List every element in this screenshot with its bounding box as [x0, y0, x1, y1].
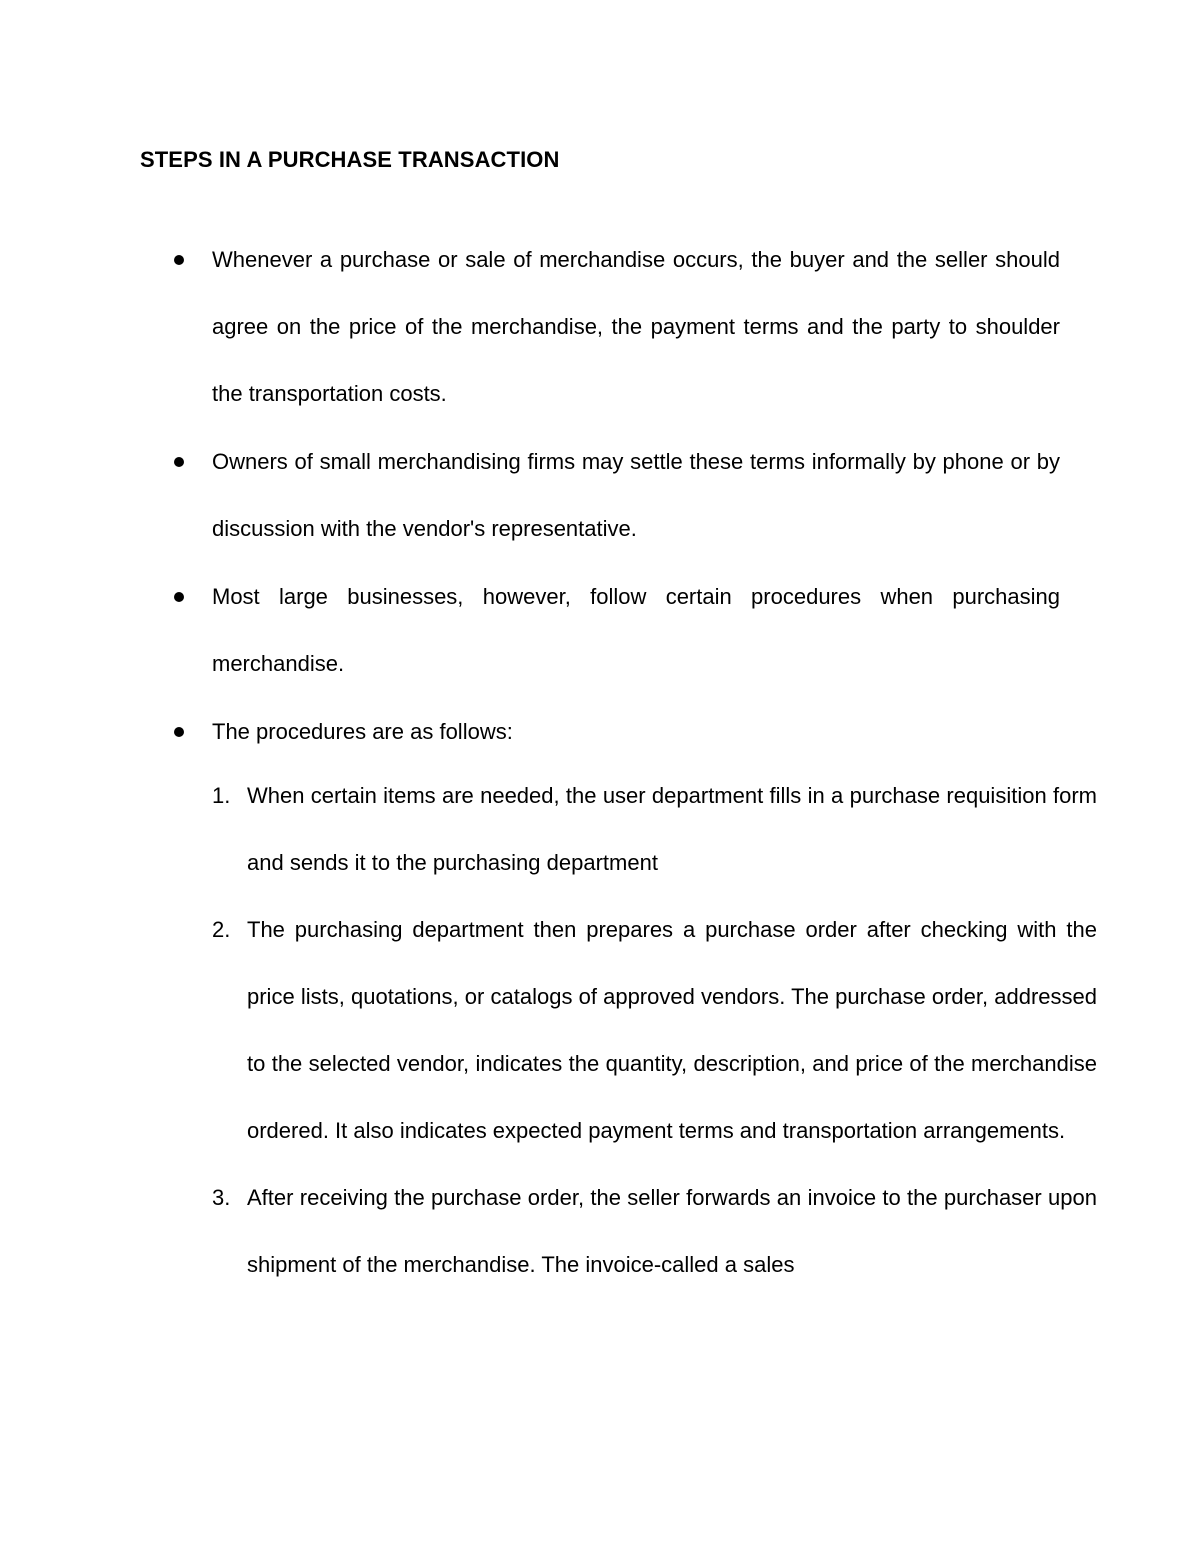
step-text: The purchasing department then prepares a purchase order after checking with the price lists, quotations, or catalogs of approved vendors. The purchase order, addressed to the selected vendor, indicates the quantity, description, and price of the merchandise ordered. It also indicates expected payment terms and transportation arrangements.	[247, 917, 1097, 1143]
bullet-icon	[174, 727, 184, 737]
bullet-text: Whenever a purchase or sale of merchandise occurs, the buyer and the seller should agree on the price of the merchandise, the payment terms and the party to shoulder the transportation costs.	[212, 247, 1060, 406]
step-text: When certain items are needed, the user department fills in a purchase requisition form and sends it to the purchasing department	[247, 783, 1097, 875]
step-text: After receiving the purchase order, the seller forwards an invoice to the purchaser upon shipment of the merchandise. The invoice-called a sales	[247, 1185, 1097, 1277]
numbered-steps-list	[212, 762, 1097, 1298]
step-item	[212, 896, 1097, 1164]
step-number: 3.	[212, 1185, 231, 1210]
bullet-item	[140, 428, 1060, 562]
bullet-text: The procedures are as follows:	[212, 719, 513, 744]
bullet-item	[140, 226, 1060, 427]
bullet-icon	[174, 592, 184, 602]
bullet-item	[140, 698, 1060, 765]
step-number: 2.	[212, 917, 231, 942]
step-item	[212, 762, 1097, 896]
bullet-icon	[174, 255, 184, 265]
step-item	[212, 1164, 1097, 1298]
bullet-icon	[174, 457, 184, 467]
step-number: 1.	[212, 783, 231, 808]
document-title: STEPS IN A PURCHASE TRANSACTION	[140, 147, 560, 172]
bullet-item	[140, 563, 1060, 697]
bullet-list	[140, 226, 1060, 766]
bullet-text: Most large businesses, however, follow certain procedures when purchasing merchandise.	[212, 584, 1060, 676]
bullet-text: Owners of small merchandising firms may settle these terms informally by phone or by discussion with the vendor's representative.	[212, 449, 1060, 541]
